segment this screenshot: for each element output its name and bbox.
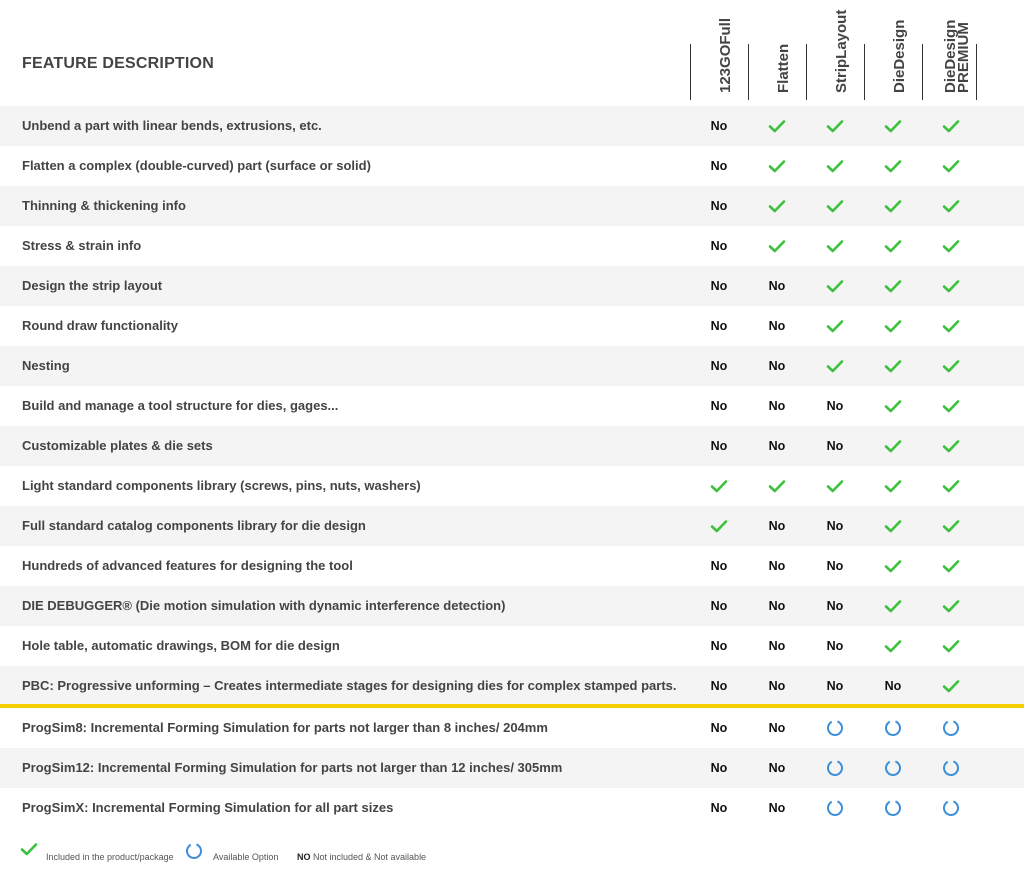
option-circle-icon — [806, 708, 864, 748]
feature-label: Hole table, automatic drawings, BOM for die design — [22, 638, 340, 653]
no-value: No — [768, 761, 786, 775]
no-value: No — [710, 679, 728, 693]
feature-label: Customizable plates & die sets — [22, 438, 213, 453]
check-icon — [748, 466, 806, 506]
option-circle-icon — [922, 708, 980, 748]
table-row — [0, 586, 1024, 626]
check-icon — [806, 146, 864, 186]
check-icon — [806, 226, 864, 266]
feature-label: Round draw functionality — [22, 318, 178, 333]
check-icon — [864, 506, 922, 546]
option-circle-icon — [185, 842, 203, 862]
table-row — [0, 546, 1024, 586]
no-value: No — [826, 439, 844, 453]
check-icon — [864, 546, 922, 586]
feature-label: PBC: Progressive unforming – Creates intermediate stages for designing dies for complex stamped parts. — [22, 678, 677, 693]
column-divider — [806, 44, 807, 100]
option-circle-icon — [806, 788, 864, 828]
column-header-line: StripLayout — [833, 9, 850, 93]
legend-not-included-text: Not included & Not available — [310, 852, 427, 862]
check-icon — [806, 346, 864, 386]
check-icon — [922, 346, 980, 386]
no-value: No — [768, 279, 786, 293]
check-icon — [690, 466, 748, 506]
check-icon — [922, 626, 980, 666]
no-value: No — [710, 239, 728, 253]
column-header-1 — [690, 0, 748, 100]
check-icon — [922, 306, 980, 346]
no-value: No — [826, 399, 844, 413]
no-value: No — [710, 119, 728, 133]
column-divider — [864, 44, 865, 100]
table-row — [0, 266, 1024, 306]
no-value: No — [826, 559, 844, 573]
legend-included-label: Included in the product/package — [46, 852, 174, 862]
check-icon — [806, 306, 864, 346]
no-value: No — [884, 679, 902, 693]
feature-label: Light standard components library (screws, pins, nuts, washers) — [22, 478, 421, 493]
no-value: No — [768, 639, 786, 653]
table-row — [0, 346, 1024, 386]
check-icon — [864, 266, 922, 306]
column-header-2 — [748, 0, 806, 100]
check-icon — [922, 186, 980, 226]
check-icon — [864, 386, 922, 426]
no-value: No — [710, 439, 728, 453]
column-header-label — [777, 44, 790, 93]
no-value: No — [768, 519, 786, 533]
check-icon — [806, 106, 864, 146]
feature-label: DIE DEBUGGER® (Die motion simulation with dynamic interference detection) — [22, 598, 506, 613]
check-icon — [864, 346, 922, 386]
check-icon — [864, 186, 922, 226]
feature-label: ProgSimX: Incremental Forming Simulation for all part sizes — [22, 800, 394, 815]
check-icon — [922, 426, 980, 466]
no-value: No — [768, 721, 786, 735]
table-row — [0, 466, 1024, 506]
no-value: No — [710, 159, 728, 173]
option-circle-icon — [864, 708, 922, 748]
check-icon — [922, 146, 980, 186]
feature-label: ProgSim12: Incremental Forming Simulation for parts not larger than 12 inches/ 305mm — [22, 760, 563, 775]
no-value: No — [768, 399, 786, 413]
check-icon — [748, 226, 806, 266]
legend-available — [185, 842, 278, 862]
feature-label: Flatten a complex (double-curved) part (surface or solid) — [22, 158, 371, 173]
check-icon — [864, 306, 922, 346]
table-row — [0, 788, 1024, 828]
no-value: No — [710, 319, 728, 333]
no-value: No — [768, 599, 786, 613]
no-value: No — [710, 199, 728, 213]
no-value: No — [768, 801, 786, 815]
feature-label: ProgSim8: Incremental Forming Simulation for parts not larger than 8 inches/ 204mm — [22, 720, 548, 735]
feature-label: Design the strip layout — [22, 278, 163, 293]
table-row — [0, 106, 1024, 146]
feature-label: Thinning & thickening info — [22, 198, 186, 213]
table-row — [0, 146, 1024, 186]
table-row — [0, 708, 1024, 748]
option-circle-icon — [922, 748, 980, 788]
no-value: No — [768, 439, 786, 453]
column-header-label — [893, 20, 906, 93]
table-row — [0, 306, 1024, 346]
legend-available-label: Available Option — [213, 852, 279, 862]
check-icon — [748, 106, 806, 146]
legend-no-bold: NO — [297, 852, 311, 862]
check-icon — [922, 266, 980, 306]
option-circle-icon — [806, 748, 864, 788]
no-value: No — [710, 559, 728, 573]
column-divider — [922, 44, 923, 100]
check-icon — [690, 506, 748, 546]
no-value: No — [768, 679, 786, 693]
table-row — [0, 626, 1024, 666]
check-icon — [922, 466, 980, 506]
column-header-line: DieDesign — [942, 19, 959, 93]
table-row — [0, 186, 1024, 226]
table-row — [0, 426, 1024, 466]
no-value: No — [710, 721, 728, 735]
column-divider — [690, 44, 691, 100]
check-icon — [20, 842, 38, 858]
column-header-label — [719, 18, 732, 93]
no-value: No — [768, 319, 786, 333]
check-icon — [864, 626, 922, 666]
column-header-line: Flatten — [775, 43, 792, 93]
no-value: No — [710, 639, 728, 653]
no-value: No — [710, 359, 728, 373]
table-row — [0, 666, 1024, 706]
check-icon — [864, 146, 922, 186]
no-value: No — [710, 761, 728, 775]
column-divider — [748, 44, 749, 100]
column-header-line: 123GOFull — [717, 17, 734, 93]
check-icon — [922, 106, 980, 146]
column-header-line: PREMIUM — [955, 22, 972, 93]
feature-label: Stress & strain info — [22, 238, 142, 253]
no-value: No — [826, 639, 844, 653]
option-circle-icon — [922, 788, 980, 828]
feature-label: Nesting — [22, 358, 70, 373]
check-icon — [748, 146, 806, 186]
column-header-3 — [806, 0, 864, 100]
no-value: No — [710, 599, 728, 613]
no-value: No — [710, 801, 728, 815]
feature-label: Full standard catalog components library for die design — [22, 518, 366, 533]
check-icon — [806, 266, 864, 306]
check-icon — [748, 186, 806, 226]
check-icon — [864, 426, 922, 466]
table-row — [0, 226, 1024, 266]
column-header-4 — [864, 0, 922, 100]
legend — [0, 842, 1024, 872]
check-icon — [922, 666, 980, 706]
table-row — [0, 748, 1024, 788]
legend-not-included-label — [297, 852, 426, 862]
check-icon — [864, 586, 922, 626]
check-icon — [864, 226, 922, 266]
legend-not-included — [297, 842, 426, 862]
check-icon — [922, 506, 980, 546]
check-icon — [922, 586, 980, 626]
check-icon — [922, 386, 980, 426]
column-header-label — [944, 20, 970, 93]
option-circle-icon — [864, 748, 922, 788]
column-divider — [976, 44, 977, 100]
feature-label: Build and manage a tool structure for dies, gages... — [22, 398, 339, 413]
no-value: No — [826, 519, 844, 533]
legend-included — [20, 842, 174, 862]
check-icon — [922, 546, 980, 586]
no-value: No — [826, 599, 844, 613]
table-row — [0, 506, 1024, 546]
column-header-label — [835, 10, 848, 93]
check-icon — [864, 106, 922, 146]
table-header — [0, 0, 1024, 106]
feature-rows — [0, 106, 1024, 706]
feature-label: Hundreds of advanced features for designing the tool — [22, 558, 353, 573]
check-icon — [806, 186, 864, 226]
feature-description-heading: FEATURE DESCRIPTION — [22, 55, 214, 72]
table-row — [0, 386, 1024, 426]
option-rows — [0, 708, 1024, 828]
no-value: No — [768, 359, 786, 373]
feature-label: Unbend a part with linear bends, extrusions, etc. — [22, 118, 322, 133]
column-header-5 — [922, 0, 980, 100]
no-value: No — [710, 399, 728, 413]
no-value: No — [768, 559, 786, 573]
no-value: No — [710, 279, 728, 293]
no-value: No — [826, 679, 844, 693]
option-circle-icon — [864, 788, 922, 828]
column-header-line: DieDesign — [891, 19, 908, 93]
check-icon — [864, 466, 922, 506]
check-icon — [922, 226, 980, 266]
check-icon — [806, 466, 864, 506]
